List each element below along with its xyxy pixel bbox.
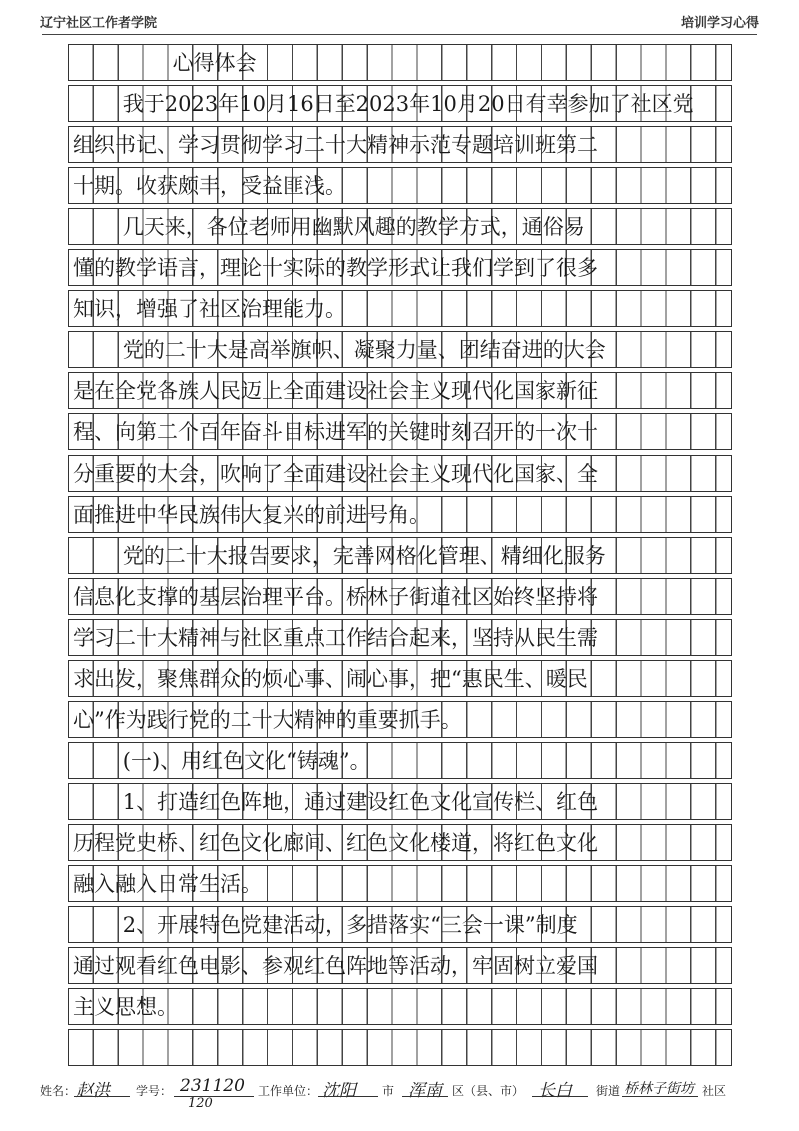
city-underline xyxy=(318,1096,378,1097)
row-text: 1、打造红色阵地，通过建设红色文化宣传栏、红色 xyxy=(122,789,599,814)
grid-row xyxy=(68,537,732,574)
row-text: 求出发，聚焦群众的烦心事、闹心事，把“惠民生、暖民 xyxy=(73,666,588,691)
header-rule xyxy=(42,34,757,35)
grid-row xyxy=(68,1029,732,1066)
row-text: 分重要的大会，吹响了全面建设社会主义现代化国家、全 xyxy=(73,461,598,486)
id-value: 231120 xyxy=(180,1076,245,1096)
street-label: 街道 xyxy=(596,1084,621,1098)
row-text: 程、向第二个百年奋斗目标进军的关键时刻召开的一次十 xyxy=(73,420,598,445)
row-text: 通过观看红色电影、参观红色阵地等活动，牢固树立爱国 xyxy=(73,954,598,979)
community-value: 桥林子街坊 xyxy=(624,1081,694,1097)
street-value: 长白 xyxy=(538,1081,572,1101)
header-title-left: 辽宁社区工作者学院 xyxy=(40,16,158,31)
grid-row xyxy=(68,249,732,286)
grid-row xyxy=(68,290,732,327)
grid-row xyxy=(68,701,732,738)
grid-row xyxy=(68,331,732,368)
grid-row xyxy=(68,578,732,615)
district-value: 浑南 xyxy=(408,1081,442,1101)
work-label: 工作单位： xyxy=(258,1084,319,1098)
row-text: 党的二十大报告要求，完善网格化管理、精细化服务 xyxy=(122,543,606,568)
grid-row xyxy=(68,783,732,820)
row-text: 党的二十大是高举旗帜、凝聚力量、团结奋进的大会 xyxy=(122,338,606,363)
district-label: 区（县、市） xyxy=(452,1084,525,1098)
grid-row xyxy=(68,496,732,533)
id-underline xyxy=(174,1096,254,1097)
city-value: 沈阳 xyxy=(322,1081,356,1101)
grid-row xyxy=(68,619,732,656)
id-label: 学号： xyxy=(136,1084,173,1098)
grid-row xyxy=(68,865,732,902)
row-text: 十期。收获颇丰，受益匪浅。 xyxy=(73,174,346,199)
id-sub-value: 120 xyxy=(188,1096,213,1111)
row-text: 2、开展特色党建活动，多措落实“三会一课”制度 xyxy=(122,913,578,938)
name-underline xyxy=(74,1096,130,1097)
row-text: 我于2023年10月16日至2023年10月20日有幸参加了社区党 xyxy=(122,92,694,117)
name-label: 姓名： xyxy=(40,1084,77,1098)
row-text: 历程党史桥、红色文化廊间、红色文化楼道，将红色文化 xyxy=(73,830,598,855)
row-text: (一)、用红色文化“铸魂”。 xyxy=(122,748,371,773)
row-text: 学习二十大精神与社区重点工作结合起来，坚持从民生需 xyxy=(73,625,598,650)
grid-row xyxy=(68,208,732,245)
grid-row xyxy=(68,824,732,861)
grid-row xyxy=(68,85,732,122)
manuscript-grid xyxy=(68,44,732,1069)
name-value: 赵洪 xyxy=(76,1081,110,1101)
row-text: 几天来，各位老师用幽默风趣的教学方式，通俗易 xyxy=(122,215,585,240)
city-label: 市 xyxy=(382,1084,395,1098)
grid-row xyxy=(68,455,732,492)
grid-row xyxy=(68,44,732,81)
community-underline xyxy=(622,1096,698,1097)
district-underline xyxy=(402,1096,448,1097)
row-text: 信息化支撑的基层治理平台。桥林子街道社区始终坚持将 xyxy=(73,584,598,609)
grid-row xyxy=(68,413,732,450)
row-text: 面推进中华民族伟大复兴的前进号角。 xyxy=(73,502,430,527)
row-text: 知识，增强了社区治理能力。 xyxy=(73,297,346,322)
grid-row xyxy=(68,126,732,163)
grid-row xyxy=(68,988,732,1025)
row-text: 融入融入日常生活。 xyxy=(73,872,262,896)
row-text: 组织书记、学习贯彻学习二十大精神示范专题培训班第二 xyxy=(73,133,598,158)
street-underline xyxy=(532,1096,588,1097)
grid-row xyxy=(68,742,732,779)
row-text: 心”作为践行党的二十大精神的重要抓手。 xyxy=(73,707,462,732)
row-text: 主义思想。 xyxy=(73,995,178,1020)
grid-row xyxy=(68,167,732,204)
grid-row xyxy=(68,947,732,984)
grid-row xyxy=(68,372,732,409)
footer xyxy=(40,1078,780,1118)
row-text: 是在全党各族人民迈上全面建设社会主义现代化国家新征 xyxy=(73,379,598,404)
grid-row xyxy=(68,906,732,943)
row-text: 心得体会 xyxy=(172,51,257,75)
row-text: 懂的教学语言，理论十实际的教学形式让我们学到了很多 xyxy=(73,256,598,281)
header-title-right: 培训学习心得 xyxy=(680,16,759,31)
community-label: 社区 xyxy=(702,1084,727,1098)
grid-row xyxy=(68,660,732,697)
